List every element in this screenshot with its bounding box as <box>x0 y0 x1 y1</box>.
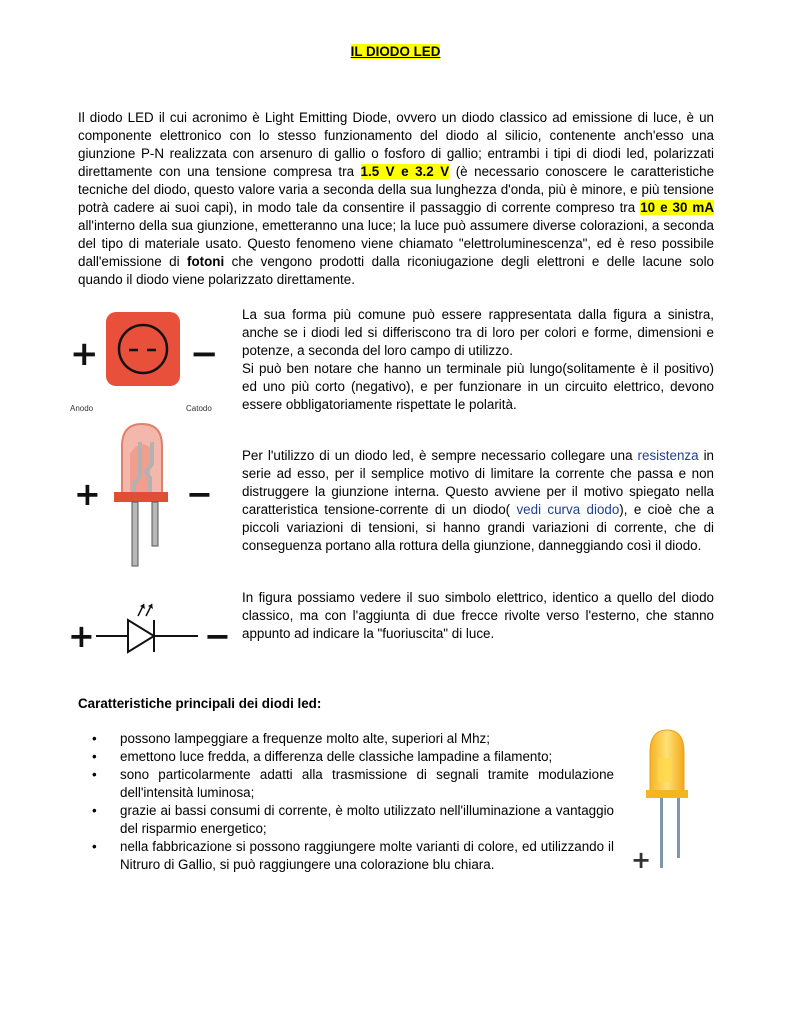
led-side-view-figure <box>70 418 230 568</box>
minus-sign: − <box>204 617 231 655</box>
features-heading: Caratteristiche principali dei diodi led: <box>78 696 322 711</box>
yellow-led-lead-short <box>677 798 680 858</box>
minus-sign: − <box>190 334 219 374</box>
page-title: IL DIODO LED <box>350 44 441 59</box>
diode-triangle <box>128 620 154 652</box>
symbol-paragraph: In figura possiamo vedere il suo simbolo elettrico, identico a quello del diodo classico, ma con l'aggiunta di due frecce rivolte verso l'esterno, che stanno appunto ad indicare la "fuoriuscita" di luce. <box>242 590 714 641</box>
led-symbol-figure <box>66 594 242 668</box>
yellow-led-flange <box>646 790 688 798</box>
plus-sign: + <box>631 846 652 870</box>
led-lead-short <box>152 502 158 546</box>
voltage-highlight: 1.5 V e 3.2 V <box>360 164 450 179</box>
plus-sign: + <box>74 475 101 513</box>
intro-paragraph: Il diodo LED il cui acronimo è Light Emitting Diode, ovvero un diodo classico ad emissione di luce, è un componente elettronico con lo stesso funzionamento del diodo al silicio, contenente anch'esso una giunzione P-N realizzata con arsenuro di gallio o fosforo di gallio; entrambi i tipi di diodi led, polarizzati direttamente con una tensione compresa tra 1.5 V e 3.2 V (è necessario conoscere le caratteristiche tecniche del diodo, questo valore varia a seconda della sua lunghezza d'onda, più è minore, e più tensione potrà cadere ai suoi capi), in modo tale da consentire il passaggio di corrente compreso tra 10 e 30 mA all'interno della sua giunzione, emetteranno una luce; la luce può assumere diverse colorazioni, a seconda del tipo di materiale usato. Questo fenomeno viene chiamato "elettroluminescenza", ed è reso possibile dall'emissione di fotoni che vengono prodotti dalla riconiugazione degli elettroni e delle lacune solo quando il diodo viene polarizzato direttamente. <box>78 110 715 287</box>
plus-sign: + <box>68 617 95 655</box>
plus-sign: + <box>70 334 99 374</box>
list-item: • sono particolarmente adatti alla trasmissione di segnali tramite modulazione dell'intensità luminosa; <box>92 767 614 800</box>
shape-paragraph: La sua forma più comune può essere rappresentata dalla figura a sinistra, anche se i diodi led si differiscono tra di loro per colori e forme, dimensioni e potenze, a seconda del loro campo di utilizzo. Si può ben notare che hanno un terminale più lungo(solitamente è il positivo) ed uno più corto (negativo), e per funzionare in un circuito elettrico, devono essere obbligatoriamente rispettate le polarità. <box>242 307 714 412</box>
minus-sign: − <box>186 475 213 513</box>
led-lens <box>119 325 167 373</box>
diode-curve-link[interactable]: vedi curva diodo <box>516 502 620 517</box>
cathode-label: Catodo <box>186 404 212 413</box>
current-highlight: 10 e 30 mA <box>640 200 714 215</box>
list-item: • emettono luce fredda, a differenza delle classiche lampadine a filamento; <box>92 749 553 764</box>
list-item: • grazie ai bassi consumi di corrente, è molto utilizzato nell'illuminazione a vantaggio del risparmio energetico; <box>92 803 614 836</box>
led-top-view-figure <box>62 310 232 416</box>
features-list <box>78 730 614 874</box>
led-flange <box>114 492 168 502</box>
resistor-paragraph: Per l'utilizzo di un diodo led, è sempre necessario collegare una resistenza in serie ad esso, per il semplice motivo di limitare la corrente che passa e non distruggere la giunzione interna. Questo avviene per il motivo spiegato nella caratteristica tensione-corrente di un diodo( vedi curva diodo), e cioè che a piccoli variazioni di tensioni, si hanno grandi variazioni di corrente, che di conseguenza portano alla rottura della giunzione, danneggiando così il diodo. <box>242 448 714 553</box>
led-lead-long <box>132 502 138 566</box>
photons-bold: fotoni <box>187 254 225 269</box>
list-item: • nella fabbricazione si possono raggiungere molte varianti di colore, ed utilizzando il Nitruro di Gallio, si può raggiungere una colorazione blu chiara. <box>92 839 614 872</box>
resistor-link[interactable]: resistenza <box>637 448 699 463</box>
yellow-led-lead-long <box>660 798 663 868</box>
list-item: • possono lampeggiare a frequenze molto alte, superiori al Mhz; <box>92 731 490 746</box>
anode-label: Anodo <box>70 404 94 413</box>
yellow-led-figure <box>630 728 700 870</box>
